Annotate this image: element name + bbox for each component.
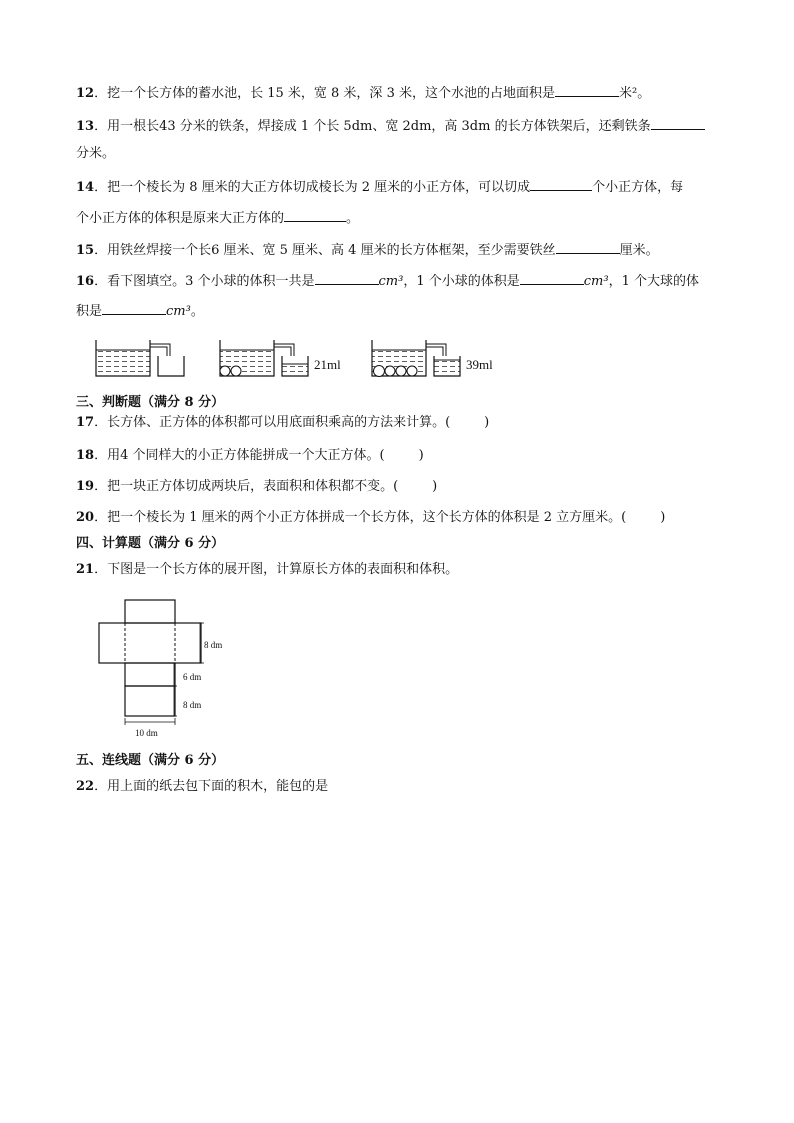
dimension-label-8dm-bottom: 8 dm <box>183 700 202 710</box>
question-16 <box>76 270 699 291</box>
question-text: ．看下图填空。3 个小球的体积一共是 <box>94 274 315 289</box>
question-text: 。 <box>346 211 360 226</box>
question-text: 积是 <box>76 304 103 319</box>
small-ball <box>396 366 406 376</box>
answer-blank[interactable] <box>556 239 620 254</box>
question-number: 19 <box>76 479 95 494</box>
volume-unit: cm³ <box>378 274 404 289</box>
question-text: ．把一块正方体切成两块后，表面积和体积都不变。( <box>94 479 399 494</box>
container-set-3 <box>372 340 493 377</box>
container-set-1 <box>96 340 184 376</box>
answer-blank[interactable] <box>315 270 379 285</box>
question-number: 22 <box>76 779 95 794</box>
container-set-2 <box>220 340 341 376</box>
small-ball <box>385 366 395 376</box>
answer-blank[interactable] <box>520 270 584 285</box>
question-17 <box>76 414 489 432</box>
question-13 <box>76 115 705 136</box>
close-paren: ) <box>432 479 438 494</box>
question-text: ．用4 个同样大的小正方体能拼成一个大正方体。( <box>94 448 385 463</box>
volume-unit: cm³ <box>583 274 609 289</box>
question-unit: 米²。 <box>618 86 651 101</box>
section-title-calculation: 四、计算题（满分 6 分） <box>76 536 225 551</box>
answer-blank[interactable] <box>102 300 166 315</box>
question-number: 12 <box>76 86 95 101</box>
question-12 <box>76 82 650 103</box>
question-14 <box>76 176 683 197</box>
question-text: 。 <box>190 304 204 319</box>
question-number: 13 <box>76 119 95 134</box>
question-text: 个小正方体，每 <box>592 180 684 195</box>
question-22 <box>76 778 328 796</box>
question-text: ．把一个棱长为 1 厘米的两个小正方体拼成一个长方体，这个长方体的体积是 2 立方厘米。( <box>94 510 627 525</box>
question-number: 21 <box>76 562 95 577</box>
question-number: 20 <box>76 510 95 525</box>
question-number: 18 <box>76 448 95 463</box>
question-text: ，1 个小球的体积是 <box>403 274 520 289</box>
question-13-continued <box>76 145 115 163</box>
answer-blank[interactable] <box>651 115 705 130</box>
question-14-continued <box>76 207 359 228</box>
question-text: ．用上面的纸去包下面的积木，能包的是 <box>94 779 329 794</box>
question-text: ．挖一个长方体的蓄水池，长 15 米，宽 8 米，深 3 米，这个水池的占地面积是 <box>94 86 555 101</box>
answer-blank[interactable] <box>555 82 619 97</box>
question-unit: 厘米。 <box>619 243 659 258</box>
cuboid-net-figure <box>90 596 250 744</box>
question-number: 15 <box>76 243 95 258</box>
volume-unit: cm³ <box>166 304 191 319</box>
question-text: 分米。 <box>76 146 116 161</box>
question-text: ，1 个大球的体 <box>608 274 699 289</box>
question-text: 个小正方体的体积是原来大正方体的 <box>76 211 285 226</box>
small-ball <box>407 366 417 376</box>
question-19 <box>76 478 437 496</box>
question-18 <box>76 447 424 465</box>
big-ball <box>374 366 385 377</box>
question-text: ．用一根长43 分米的铁条，焊接成 1 个长 5dm、宽 2dm，高 3dm 的长方体铁架后，还剩铁条 <box>94 119 651 134</box>
question-text: ．用铁丝焊接一个长6 厘米、宽 5 厘米、高 4 厘米的长方体框架，至少需要铁丝 <box>94 243 556 258</box>
dimension-label-6dm: 6 dm <box>183 672 202 682</box>
question-number: 16 <box>76 274 95 289</box>
section-title-matching: 五、连线题（满分 6 分） <box>76 753 225 768</box>
close-paren: ) <box>660 510 666 525</box>
dimension-label-8dm: 8 dm <box>204 640 223 650</box>
question-text: ．下图是一个长方体的展开图，计算原长方体的表面积和体积。 <box>94 562 459 577</box>
small-ball <box>231 366 241 376</box>
question-text: ．把一个棱长为 8 厘米的大正方体切成棱长为 2 厘米的小正方体，可以切成 <box>94 180 531 195</box>
question-21 <box>76 561 458 579</box>
question-16-continued <box>76 300 204 321</box>
section-title-judgement: 三、判断题（满分 8 分） <box>76 395 225 410</box>
question-text: ．长方体、正方体的体积都可以用底面积乘高的方法来计算。( <box>94 415 451 430</box>
volume-label-39ml: 39ml <box>466 357 493 372</box>
question-15 <box>76 239 659 260</box>
container-figure <box>90 334 520 384</box>
volume-label-21ml: 21ml <box>314 357 341 372</box>
question-20 <box>76 509 665 527</box>
small-ball <box>220 366 230 376</box>
dimension-label-10dm: 10 dm <box>135 728 158 738</box>
close-paren: ) <box>484 415 490 430</box>
answer-blank[interactable] <box>284 207 346 222</box>
close-paren: ) <box>418 448 424 463</box>
question-number: 14 <box>76 180 95 195</box>
question-number: 17 <box>76 415 95 430</box>
answer-blank[interactable] <box>530 176 592 191</box>
